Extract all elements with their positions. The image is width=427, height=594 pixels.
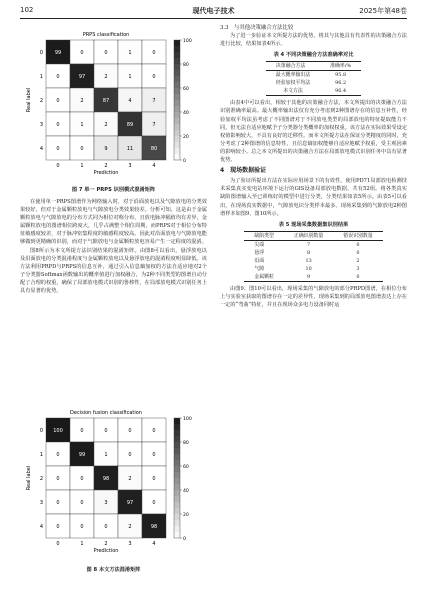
table5-header: 错误识别数量 [333,231,382,240]
y-tick-label: 4 [39,145,43,152]
cell-value: 80 [150,145,158,152]
figure-8 [24,408,204,558]
colorbar-segment [174,130,180,136]
colorbar-segment [174,514,180,520]
colorbar-tick-label: 60 [183,86,189,92]
colorbar-segment [174,100,180,106]
x-tick-label: 4 [152,541,156,547]
y-tick-label: 1 [39,451,43,458]
right-paragraph-3: 为了验证所提出方法在实际应用场景下的有效性，使用PD71局部放电检测技术采集真实变电站环境下运行的GIS设备局部放电数据，共有52组。将各类真实缺陷图谱输入至已训练好的模型中进行分类，分类结果如表5所示。由表5可以看出，在现场真实数据中，气隙放电识分类样本最多。现场采集到的气隙放电2种图谱样本如图9、图10所示。 [220,178,407,217]
chart-title: PRPS classification [82,32,130,38]
colorbar-segment [174,58,180,64]
right-paragraph-1: 为了进一步验证本文所提方法的优势，将其与其他具有代表性的决策融合方法进行比较，结果如表4所示。 [220,33,407,48]
x-tick-label: 0 [56,541,60,547]
table5-header: 缺陷类型 [244,231,284,240]
cell-value: 99 [54,49,62,56]
table5-cell: 8 [307,249,311,256]
table4-cell: 96.4 [320,87,361,96]
colorbar-segment [174,106,180,112]
colorbar-segment [174,46,180,52]
colorbar-segment [174,478,180,484]
colorbar-segment [174,472,180,478]
x-tick-label: 1 [80,163,84,169]
cell-value: 98 [102,475,110,482]
table-row [244,265,382,273]
colorbar-tick-label: 40 [183,488,189,494]
fig7-caption: 图 7 单一 PRPS 识别模式混淆矩阵 [71,187,156,193]
colorbar-segment [174,94,180,100]
cell-value: 0 [104,523,108,530]
y-tick-label: 3 [39,499,43,506]
colorbar-segment [174,502,180,508]
colorbar-segment [174,442,180,448]
table4-cell: 96.2 [335,80,347,87]
right-column [220,24,407,309]
cell-value: 0 [104,427,108,434]
y-tick-label: 2 [39,475,43,482]
colorbar-segment [174,88,180,94]
colorbar-segment [174,124,180,130]
x-tick-label: 3 [128,163,132,169]
cell-value: 0 [56,475,60,482]
cell-value: 2 [128,523,132,530]
cell-value: 11 [126,145,134,152]
table4 [266,61,361,96]
colorbar-segment [174,148,180,154]
table4-cell: 本文方法 [266,87,320,96]
cell-value: 1 [128,73,132,80]
cell-value: 0 [56,523,60,530]
table5-cell: 沿面 [254,257,265,264]
table5-header: 正确识别数量 [284,231,333,240]
colorbar-segment [174,112,180,118]
chart-title: Decision fusion classification [70,410,142,416]
table5-cell: 10 [305,265,312,272]
table-row [266,79,361,87]
table5 [244,231,382,282]
figure-7 [24,30,204,180]
colorbar-segment [174,496,180,502]
colorbar-tick-label: 80 [183,440,189,446]
cell-value: 0 [152,427,156,434]
cell-value: 0 [56,97,60,104]
section-4-title: 4 现场数据验证 [220,167,267,175]
cell-value: 7 [152,97,156,104]
colorbar-segment [174,466,180,472]
table4-cell: 95.8 [335,72,347,79]
table-row [244,257,382,265]
table5-cell: 0 [356,241,360,248]
x-tick-label: 2 [104,163,108,169]
colorbar-segment [174,484,180,490]
x-tick-label: 3 [128,541,132,547]
cell-value: 4 [128,97,132,104]
y-tick-label: 3 [39,121,43,128]
cell-value: 0 [80,475,84,482]
y-tick-label: 4 [39,523,43,530]
colorbar-segment [174,430,180,436]
table5-cell: 2 [356,257,360,264]
y-tick-label: 0 [39,49,43,56]
cell-value: 89 [126,121,134,128]
y-tick-label: 1 [39,73,43,80]
cell-value: 0 [56,451,60,458]
colorbar-tick-label: 20 [183,134,189,140]
cell-value: 97 [78,73,86,80]
cell-value: 0 [104,49,108,56]
table4-header-row [266,62,361,71]
colorbar-segment [174,424,180,430]
cell-value: 87 [102,97,110,104]
cell-value: 0 [152,73,156,80]
colorbar-segment [174,40,180,46]
table-row [244,240,382,249]
cell-value: 7 [152,121,156,128]
cell-value: 2 [80,97,84,104]
x-tick-label: 2 [104,541,108,547]
cell-value: 0 [128,427,132,434]
right-paragraph-4: 由图9、图10可以看出，现场采集的气隙放电的部分PRPD图谱，在相位分布上与实验室获取的图谱存在一定的差异性，现场采集到的局部放电图谱表达上存在一定的“弯曲”特征，并且在现场众多电力设备同时运 [220,285,407,308]
cell-value: 0 [152,49,156,56]
cell-value: 0 [152,475,156,482]
table4-header: 决策融合方法 [266,62,320,71]
colorbar-segment [174,526,180,532]
cell-value: 0 [80,49,84,56]
cell-value: 0 [56,145,60,152]
colorbar-segment [174,70,180,76]
table5-cell: 金属颗粒 [244,273,284,282]
table5-cell: 尖端 [254,241,265,248]
cell-value: 1 [128,49,132,56]
colorbar-tick-label: 0 [183,536,186,542]
cell-value: 2 [104,73,108,80]
colorbar-segment [174,82,180,88]
cell-value: 0 [80,427,84,434]
y-axis-label: Real label [26,87,32,113]
colorbar-segment [174,454,180,460]
cell-value: 3 [104,499,108,506]
cell-value: 2 [104,121,108,128]
colorbar-segment [174,154,180,160]
cell-value: 98 [150,523,158,530]
table5-cell: 7 [307,241,311,248]
cell-value: 0 [80,145,84,152]
x-tick-label: 0 [56,163,60,169]
cell-value: 0 [152,451,156,458]
subsection-3-3-title: 3.3 与其他决策融合方法比较 [220,25,294,31]
colorbar-segment [174,448,180,454]
cell-value: 1 [80,121,84,128]
colorbar-segment [174,52,180,58]
cell-value: 2 [128,475,132,482]
table5-cell: 13 [305,257,312,264]
table-row [244,273,382,282]
colorbar-tick-label: 20 [183,512,189,518]
table5-cell: 3 [356,265,360,272]
colorbar-segment [174,136,180,142]
left-paragraph-1: 在使用单一PRPS图谱作为网络输入时，对于沿面放电以及气隙放电的分类效果较好，但对于金属颗粒放电与气隙放电分类效果较差。分析可知，这是由于金属颗粒放电与气隙放电的分布方式同为相位对称分布，且放电脉冲幅值均有差异，金属颗粒放电的图谱相位跨度大，几乎占满整个相位周期，而PRPS对于相位分布特征敏感度较差，对于脉冲密集程度的敏感程度较高。因此对沿面放电与气隙放电能够做到更精确的识别，而对于气隙放电与金属颗粒放电容易产生一定程度的混淆。 [20,199,207,246]
page-header [20,6,407,18]
colorbar-segment [174,520,180,526]
cell-value: 0 [56,499,60,506]
table5-cell: 悬浮 [254,249,265,256]
colorbar-segment [174,76,180,82]
colorbar-segment [174,418,180,424]
cell-value: 0 [80,523,84,530]
table4-caption: 表 4 不同决策融合方法准确率对比 [273,52,354,59]
cell-value: 99 [78,451,86,458]
table4-cell: 最大概率输出法 [275,72,311,79]
cell-value: 0 [56,73,60,80]
left-column-text [20,198,207,295]
y-tick-label: 2 [39,97,43,104]
issue-info: 2025年第48卷 [359,7,407,15]
x-tick-label: 4 [152,163,156,169]
table-row [244,249,382,257]
fig7-confusion-matrix [24,30,204,180]
y-tick-label: 0 [39,427,43,434]
table5-cell: 气隙 [254,265,265,272]
table5-cell: 0 [356,249,360,256]
x-tick-label: 1 [80,541,84,547]
table5-cell: 0 [333,273,382,282]
colorbar-tick-label: 80 [183,62,189,68]
table4-header: 准确率/% [320,62,361,71]
table5-cell: 9 [284,273,333,282]
cell-value: 0 [152,499,156,506]
left-paragraph-2: 图8所示为本文所提方法识别结果的混淆矩阵。由图8可以看出，悬浮放电以及沿面放电的分类混淆程度与金属颗粒放电以及悬浮放电的混淆程度明显降低。该方法利用PRPD与PRPS的信息互补，通过引入信息熵加权的方法自适应地对2个子分类器Softmax函数输出的概率值进行加权融合，为2种不同类型的图谱自动分配了合理的权重，确保了局部放电模式识别的鲁棒性，在局部放电模式识别任务上具有显著的优势。 [20,247,207,295]
y-axis-label: Real label [26,465,32,491]
colorbar-tick-label: 60 [183,464,189,470]
colorbar-segment [174,532,180,538]
cell-value: 0 [56,121,60,128]
right-paragraph-2: 由表4中可以看出，相较于其他的决策融合方法，本文所提出的决策融合方法识别准确率最高。最大概率输出法仅有充分考虑到2种图谱存在的信息互补性，经验加权平均法虽考虑了不同图谱对于不同放电类型的局部放电的特征提取能力不同，但无法自适应地赋予子分类器分类概率的加权权重。该方法在实际效果受设定权值影响较大，不具有良好的迁移性。而本文所提方法在保证分类精度的同时，充分考虑了2种图谱的信息特性，且信息熵加权能够自适应地赋予权重，受主观因素的影响较小。总之本文所提出的决策融合方法在局部放电模式识别任务中具有显著优势。 [220,100,407,164]
x-axis-label: Prediction [93,170,119,176]
colorbar-segment [174,460,180,466]
table5-header-row [244,231,382,240]
fig8-confusion-matrix [24,408,204,558]
header-rule [20,18,407,19]
colorbar-segment [174,508,180,514]
cell-value: 1 [104,451,108,458]
cell-value: 97 [126,499,134,506]
table4-cell: 经验加权平均法 [275,80,311,87]
colorbar-segment [174,490,180,496]
table-row [266,87,361,96]
colorbar-segment [174,118,180,124]
cell-value: 9 [104,145,108,152]
colorbar-segment [174,436,180,442]
x-axis-label: Prediction [93,548,119,554]
cell-value: 0 [80,499,84,506]
colorbar-tick-label: 40 [183,110,189,116]
colorbar-segment [174,142,180,148]
fig8-caption: 图 8 本文方法混淆矩阵 [86,567,141,573]
cell-value: 100 [53,427,63,434]
table-row [266,71,361,80]
table5-caption: 表 5 现场采集数据集识别结果 [278,221,349,228]
cell-value: 0 [128,451,132,458]
journal-title: 现代电子技术 [192,7,235,15]
colorbar-segment [174,64,180,70]
page-number: 102 [20,6,34,14]
colorbar-tick-label: 0 [183,158,186,164]
colorbar-tick-label: 100 [183,416,192,422]
colorbar-tick-label: 100 [183,38,192,44]
